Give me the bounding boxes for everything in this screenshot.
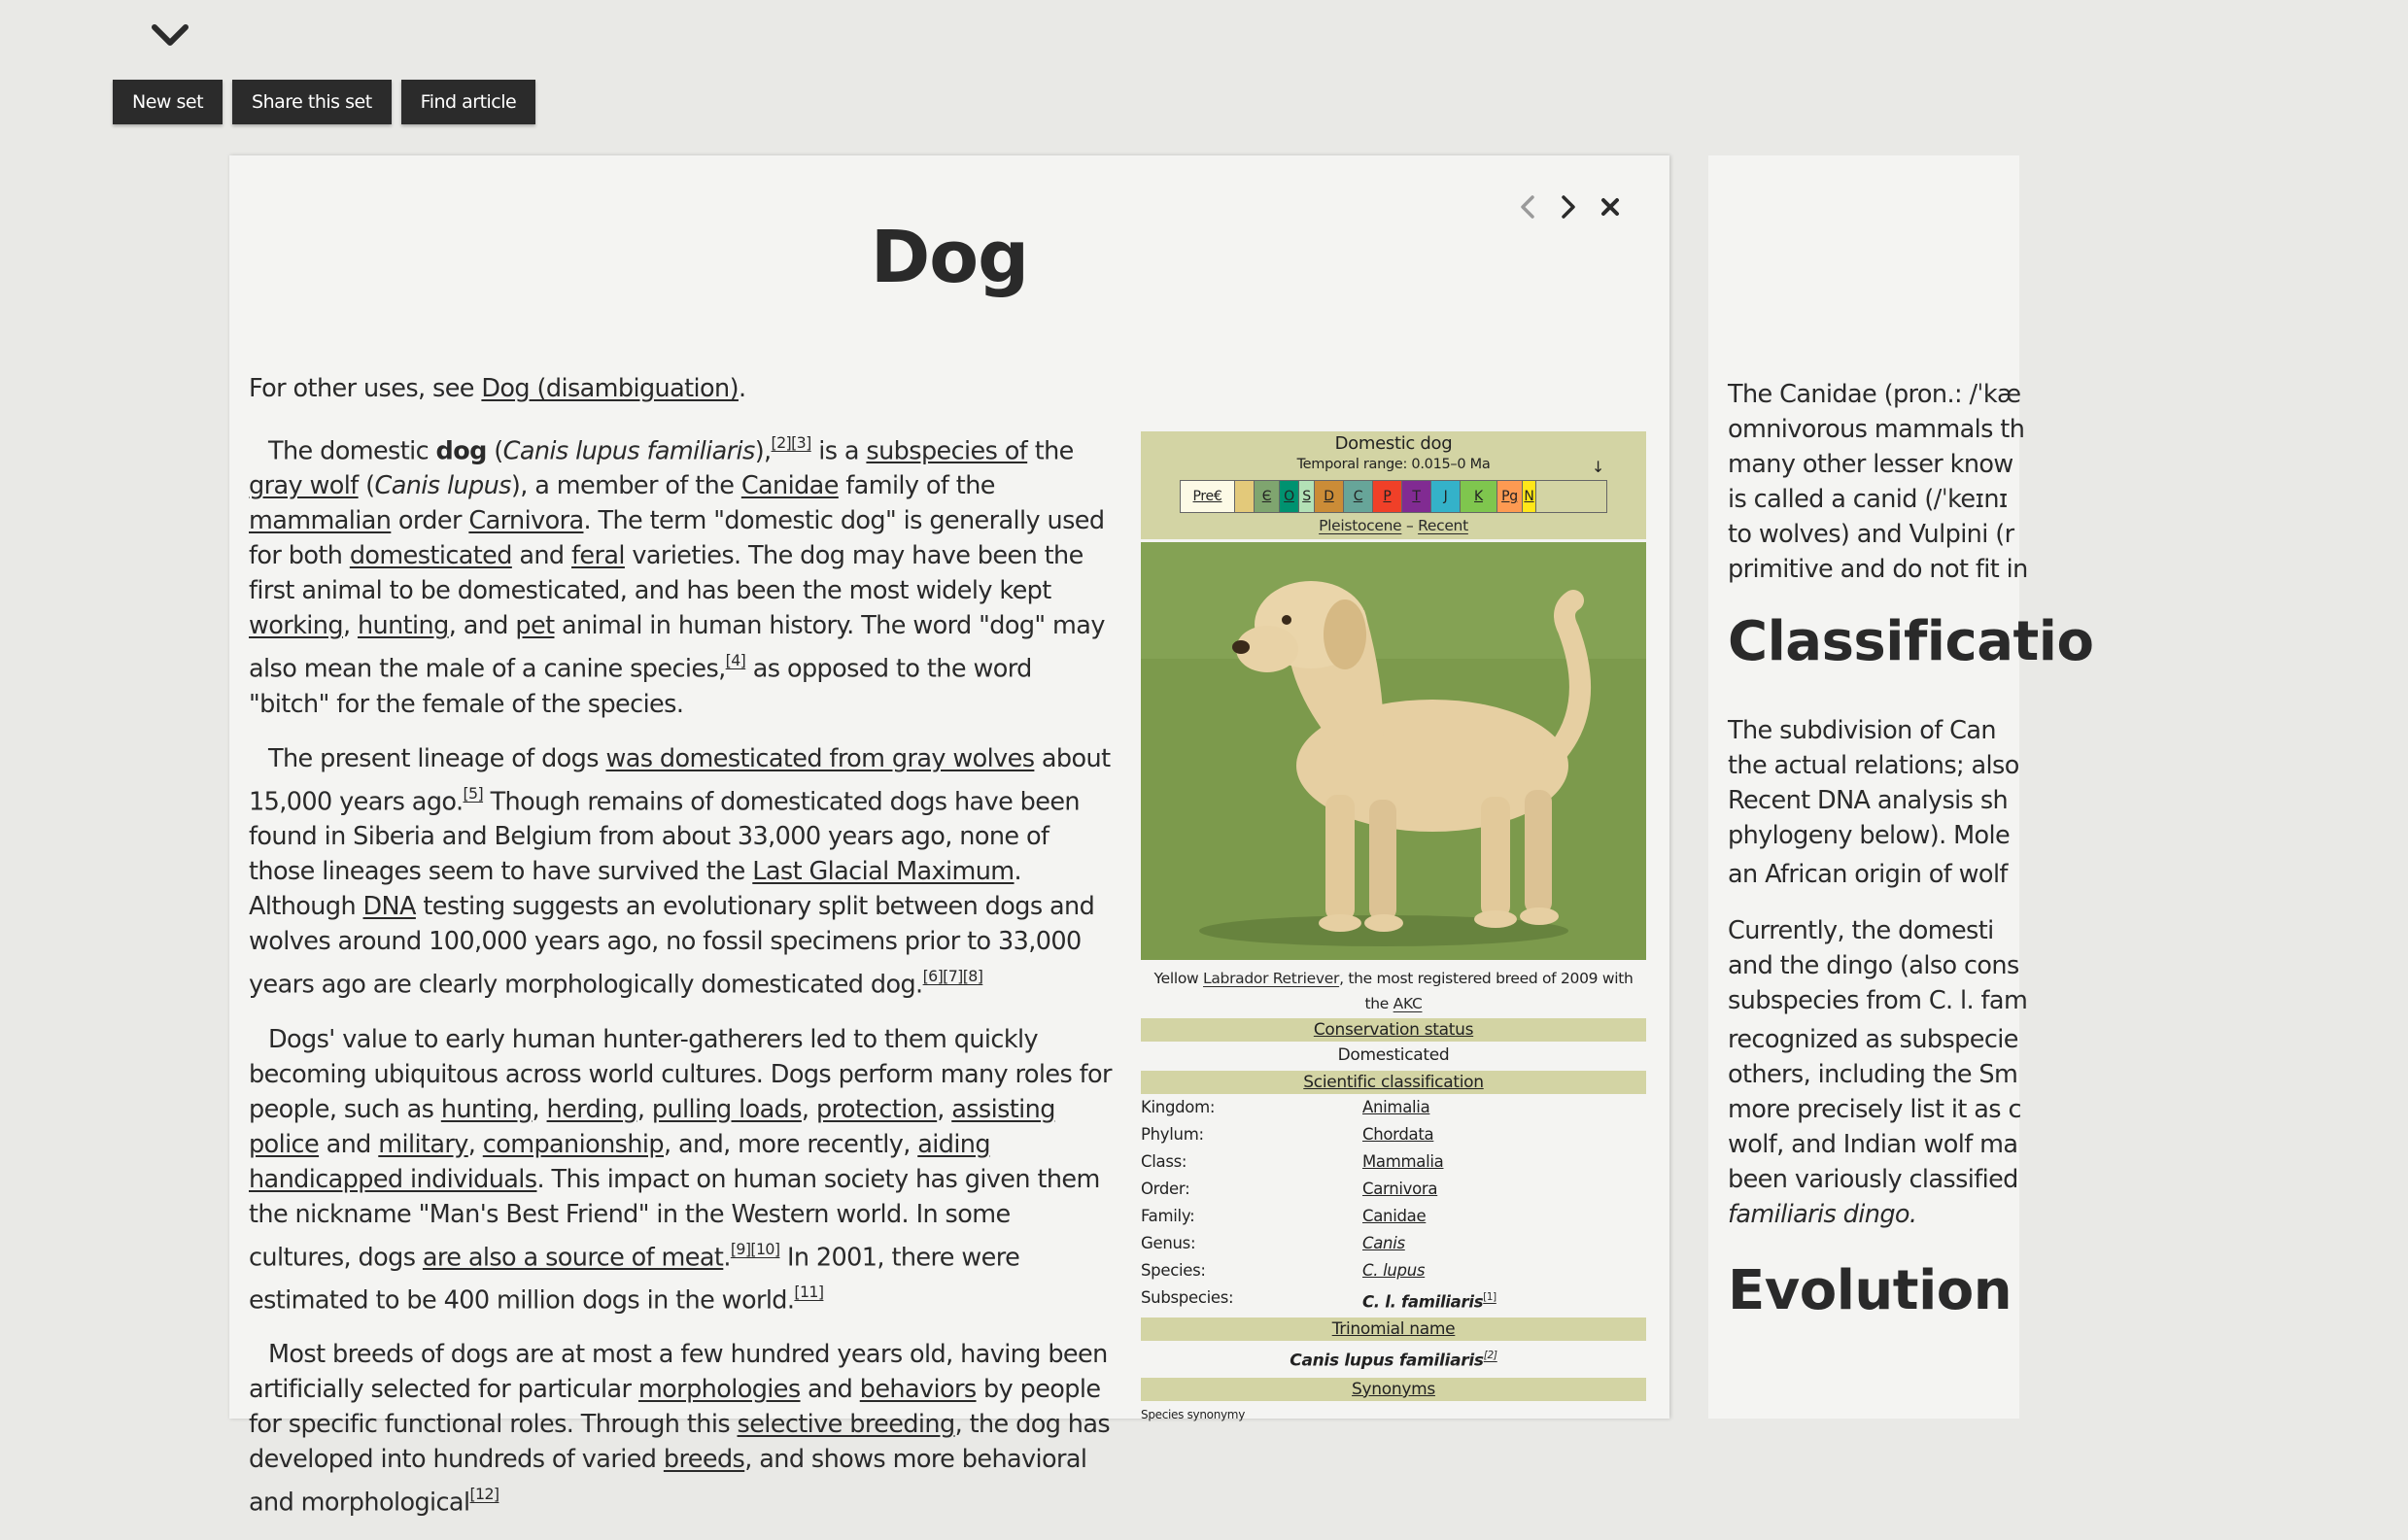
classification-heading: Classificatio <box>1728 610 2094 673</box>
period-cell[interactable]: Є <box>1255 481 1280 512</box>
period-cell[interactable] <box>1235 481 1255 512</box>
taxon-link[interactable]: Animalia <box>1362 1098 1430 1116</box>
rank-label: Class: <box>1141 1152 1187 1171</box>
collapse-chevron-icon[interactable] <box>151 21 189 60</box>
rank-label: Family: <box>1141 1207 1195 1225</box>
text: family of the <box>838 471 995 501</box>
citation-link[interactable]: [11] <box>794 1282 824 1301</box>
text: In 2001, there were estimated to be 400 million dogs in the world. <box>249 1242 1020 1316</box>
text: the <box>1027 436 1074 466</box>
trinomial-name-header[interactable]: Trinomial name <box>1141 1318 1646 1341</box>
article-link[interactable]: subspecies of <box>866 436 1028 466</box>
caption-text: Yellow <box>1153 970 1204 987</box>
text: as opposed to the word "bitch" for the female of the species. <box>249 654 1032 719</box>
bold-term: dog <box>435 436 487 466</box>
species-synonymy: Species synonymy <box>1141 1407 1245 1421</box>
period-cell[interactable]: Pg <box>1497 481 1523 512</box>
right-text-line: phylogeny below). Mole <box>1728 821 2011 850</box>
period-cell[interactable]: T <box>1402 481 1431 512</box>
rank-label: Kingdom: <box>1141 1098 1216 1116</box>
infobox <box>1141 431 1646 1424</box>
taxonomy-row <box>1141 1203 1646 1230</box>
text: . Although <box>249 857 1022 922</box>
right-text-line: The subdivision of Can <box>1728 716 1996 745</box>
subspecies-name: C. l. familiaris <box>1362 1292 1484 1312</box>
dog-photo[interactable] <box>1141 542 1646 960</box>
taxon-link[interactable]: Carnivora <box>1362 1180 1438 1198</box>
right-text-line: familiaris dingo. <box>1728 1200 1917 1229</box>
taxonomy-row <box>1141 1257 1646 1284</box>
italic-term: Canis lupus familiaris <box>502 436 755 466</box>
citation-link[interactable]: [2] <box>1483 1350 1497 1362</box>
hatnote-text: For other uses, see <box>249 374 482 403</box>
text: , <box>801 1094 816 1124</box>
conservation-status-header[interactable]: Conservation status <box>1141 1018 1646 1042</box>
rank-label: Phylum: <box>1141 1125 1204 1144</box>
scientific-classification-header[interactable]: Scientific classification <box>1141 1071 1646 1094</box>
text: . The term "domestic dog" is generally used for both <box>249 506 1105 571</box>
text: The domestic <box>268 436 436 466</box>
trinomial-name <box>1141 1341 1646 1376</box>
akc-link[interactable]: AKC <box>1393 995 1423 1012</box>
text: animal in human history. The word "dog" may also mean the male of a canine species, <box>249 611 1105 684</box>
text: order <box>391 506 469 536</box>
citation-link[interactable]: [5] <box>463 783 484 803</box>
trinomial-value: Canis lupus familiaris <box>1290 1351 1484 1371</box>
text: . This impact on human society has given them the nickname "Man's Best Friend" in the Western world. In some cultures, dogs <box>249 1164 1100 1272</box>
article-link[interactable]: domesticated <box>349 541 512 571</box>
right-text-line: more precisely list it as c <box>1728 1095 2021 1124</box>
text: ( <box>358 471 375 501</box>
article-link[interactable]: companionship <box>482 1129 664 1159</box>
taxon-link[interactable]: Canis <box>1362 1234 1405 1252</box>
period-cell[interactable]: S <box>1299 481 1315 512</box>
infobox-header <box>1141 431 1646 539</box>
right-text-line: wolf, and Indian wolf ma <box>1728 1130 2018 1159</box>
rank-label: Species: <box>1141 1261 1206 1280</box>
text: Though remains of domesticated dogs have been found in Siberia and Belgium from about 33,000 years ago, none of those lineages seem to have survived the <box>249 787 1080 887</box>
text: , and, more recently, <box>663 1129 918 1159</box>
period-cell[interactable]: J <box>1431 481 1461 512</box>
page-title: Dog <box>870 216 1029 299</box>
article-link[interactable]: assisting police <box>249 1094 1055 1159</box>
new-set-button[interactable]: New set <box>113 80 223 124</box>
article-link[interactable]: breeds <box>663 1445 745 1475</box>
period-cell[interactable]: P <box>1373 481 1402 512</box>
toolbar <box>113 80 535 124</box>
text: is a <box>810 436 867 466</box>
evolution-heading: Evolution <box>1728 1259 2012 1322</box>
recent-link[interactable]: Recent <box>1418 517 1468 534</box>
right-text-line: subspecies from C. l. fam <box>1728 986 2028 1015</box>
right-text-line: omnivorous mammals th <box>1728 415 2025 444</box>
article-body <box>249 371 1118 1540</box>
right-text-line: to wolves) and Vulpini (r <box>1728 520 2014 549</box>
period-cell[interactable]: Pre€ <box>1181 481 1235 512</box>
article-link[interactable]: Last Glacial Maximum <box>752 857 1015 887</box>
article-link[interactable]: was domesticated from gray wolves <box>605 743 1035 773</box>
rank-label: Order: <box>1141 1180 1190 1198</box>
paragraph-2 <box>249 741 1118 1003</box>
article-link[interactable]: are also a source of meat <box>422 1242 724 1272</box>
paragraph-3 <box>249 1022 1118 1318</box>
taxonomy-row <box>1141 1094 1646 1121</box>
period-cell[interactable]: D <box>1315 481 1344 512</box>
text: and <box>319 1129 379 1159</box>
text: , <box>532 1094 547 1124</box>
text: and <box>800 1375 860 1405</box>
temporal-range: Temporal range: 0.015–0 Ma <box>1296 457 1491 472</box>
taxonomy-row <box>1141 1284 1646 1316</box>
article-link[interactable]: Canidae <box>740 471 839 501</box>
citation-link[interactable]: [2][3] <box>771 433 811 452</box>
text: , <box>937 1094 952 1124</box>
right-text-line: an African origin of wolf <box>1728 860 2008 889</box>
hatnote-end: . <box>738 374 746 403</box>
taxonomy-row <box>1141 1121 1646 1148</box>
infobox-name: Domestic dog <box>1334 433 1453 454</box>
citation-link[interactable]: [4] <box>725 651 746 670</box>
citation-link[interactable]: [12] <box>469 1485 499 1504</box>
text: Most breeds of dogs are at most a few hundred years old, having been artificially selected for particular <box>249 1340 1108 1405</box>
article-link[interactable]: selective breeding <box>737 1410 955 1440</box>
article-link[interactable]: Carnivora <box>468 506 584 536</box>
article-link[interactable]: morphologies <box>637 1375 801 1405</box>
text: . <box>723 1242 731 1272</box>
text: ), <box>754 436 772 466</box>
text: The present lineage of dogs <box>268 743 606 773</box>
taxonomy-row <box>1141 1230 1646 1257</box>
right-text-line: primitive and do not fit in <box>1728 555 2028 584</box>
right-text-line: recognized as subspecie <box>1728 1025 2018 1054</box>
text: by people for specific functional roles. Through this <box>249 1375 1101 1440</box>
citation-link[interactable]: [9][10] <box>730 1239 780 1258</box>
article-link[interactable]: hunting <box>357 611 449 641</box>
right-text-line: the actual relations; also <box>1728 751 2019 780</box>
hatnote <box>249 371 1118 406</box>
article-link[interactable]: herding <box>546 1094 637 1124</box>
article-link[interactable]: feral <box>571 541 625 571</box>
period-cell[interactable]: N <box>1523 481 1536 512</box>
text: , the dog has developed into hundreds of varied <box>249 1410 1111 1475</box>
taxonomy-row <box>1141 1176 1646 1203</box>
right-text-line: is called a canid (/ˈkeɪnɪ <box>1728 485 2008 514</box>
article-link[interactable]: aiding handicapped individuals <box>249 1129 990 1194</box>
period-cell[interactable]: C <box>1344 481 1373 512</box>
taxon-link[interactable]: Chordata <box>1362 1125 1434 1144</box>
period-cell[interactable]: K <box>1461 481 1497 512</box>
article-link[interactable]: DNA <box>362 892 416 922</box>
caption-text: , the most registered breed of 2009 with the <box>1339 970 1634 1012</box>
taxon-link[interactable]: Mammalia <box>1362 1152 1444 1171</box>
right-text-line: been variously classified <box>1728 1165 2018 1194</box>
text: Dogs' value to early human hunter-gatherers led to them quickly becoming ubiquitous across world cultures. Dogs perform many roles for people, such as <box>249 1024 1112 1124</box>
article-link[interactable]: pulling loads <box>651 1094 802 1124</box>
article-link[interactable]: working <box>249 611 343 641</box>
citation-link[interactable]: [1] <box>1483 1292 1496 1303</box>
text: , <box>467 1129 483 1159</box>
text: , and <box>448 611 516 641</box>
taxonomy-row <box>1141 1148 1646 1176</box>
article-link[interactable]: behaviors <box>859 1375 977 1405</box>
italic-term: Canis lupus <box>374 471 511 501</box>
taxon-value <box>1362 1284 1496 1316</box>
text: ), a member of the <box>510 471 741 501</box>
pleistocene-link[interactable]: Pleistocene <box>1319 517 1402 534</box>
labrador-link[interactable]: Labrador Retriever <box>1203 970 1340 987</box>
rank-label: Subspecies: <box>1141 1288 1234 1307</box>
article-card <box>229 155 1669 1518</box>
article-link[interactable]: hunting <box>440 1094 533 1124</box>
text: , <box>636 1094 652 1124</box>
next-article-card[interactable] <box>1708 155 2094 1419</box>
taxon-link[interactable]: C. lupus <box>1362 1261 1426 1280</box>
citation-link[interactable]: [6][7][8] <box>922 967 983 986</box>
article-link[interactable]: protection <box>815 1094 938 1124</box>
text: about 15,000 years ago. <box>249 743 1111 817</box>
conservation-status-value: Domesticated <box>1337 1045 1450 1065</box>
text: , and shows more behavioral and morphological <box>249 1445 1087 1518</box>
disambiguation-link[interactable]: Dog (disambiguation) <box>481 374 739 403</box>
right-text-line: Currently, the domesti <box>1728 916 1994 945</box>
find-article-button[interactable]: Find article <box>401 80 536 124</box>
right-text-line: The Canidae (pron.: /ˈkæ <box>1728 380 2021 409</box>
article-link[interactable]: mammalian <box>249 506 392 536</box>
text: testing suggests an evolutionary split between dogs and wolves around 100,000 years ago, no fossil specimens prior to 33,000 years ago are clearly morphologically domesticated dog. <box>249 892 1095 1000</box>
era-range <box>1141 516 1646 535</box>
synonyms-header[interactable]: Synonyms <box>1141 1378 1646 1401</box>
right-text-line: and the dingo (also cons <box>1728 951 2019 980</box>
article-link[interactable]: pet <box>515 611 555 641</box>
close-icon[interactable] <box>1600 196 1621 218</box>
photo-caption <box>1141 966 1646 1016</box>
share-set-button[interactable]: Share this set <box>232 80 392 124</box>
paragraph-4 <box>249 1337 1118 1520</box>
text: , <box>342 611 358 641</box>
text: ( <box>486 436 503 466</box>
period-cell[interactable]: O <box>1280 481 1299 512</box>
paragraph-1 <box>249 426 1118 722</box>
era-separator: – <box>1401 517 1419 534</box>
taxonomy-table <box>1141 1094 1646 1316</box>
text: and <box>511 541 572 571</box>
right-text-line: Recent DNA analysis sh <box>1728 786 2009 815</box>
text: varieties. The dog may have been the first animal to be domesticated, and has been the most widely kept <box>249 541 1084 606</box>
article-link[interactable]: gray wolf <box>249 471 359 501</box>
right-text-line: others, including the Sm <box>1728 1060 2018 1089</box>
article-link[interactable]: military <box>378 1129 468 1159</box>
down-arrow-icon: ↓ <box>1591 458 1604 476</box>
taxon-link[interactable]: Canidae <box>1362 1207 1427 1225</box>
right-text-line: many other lesser know <box>1728 450 2013 479</box>
rank-label: Genus: <box>1141 1234 1196 1252</box>
